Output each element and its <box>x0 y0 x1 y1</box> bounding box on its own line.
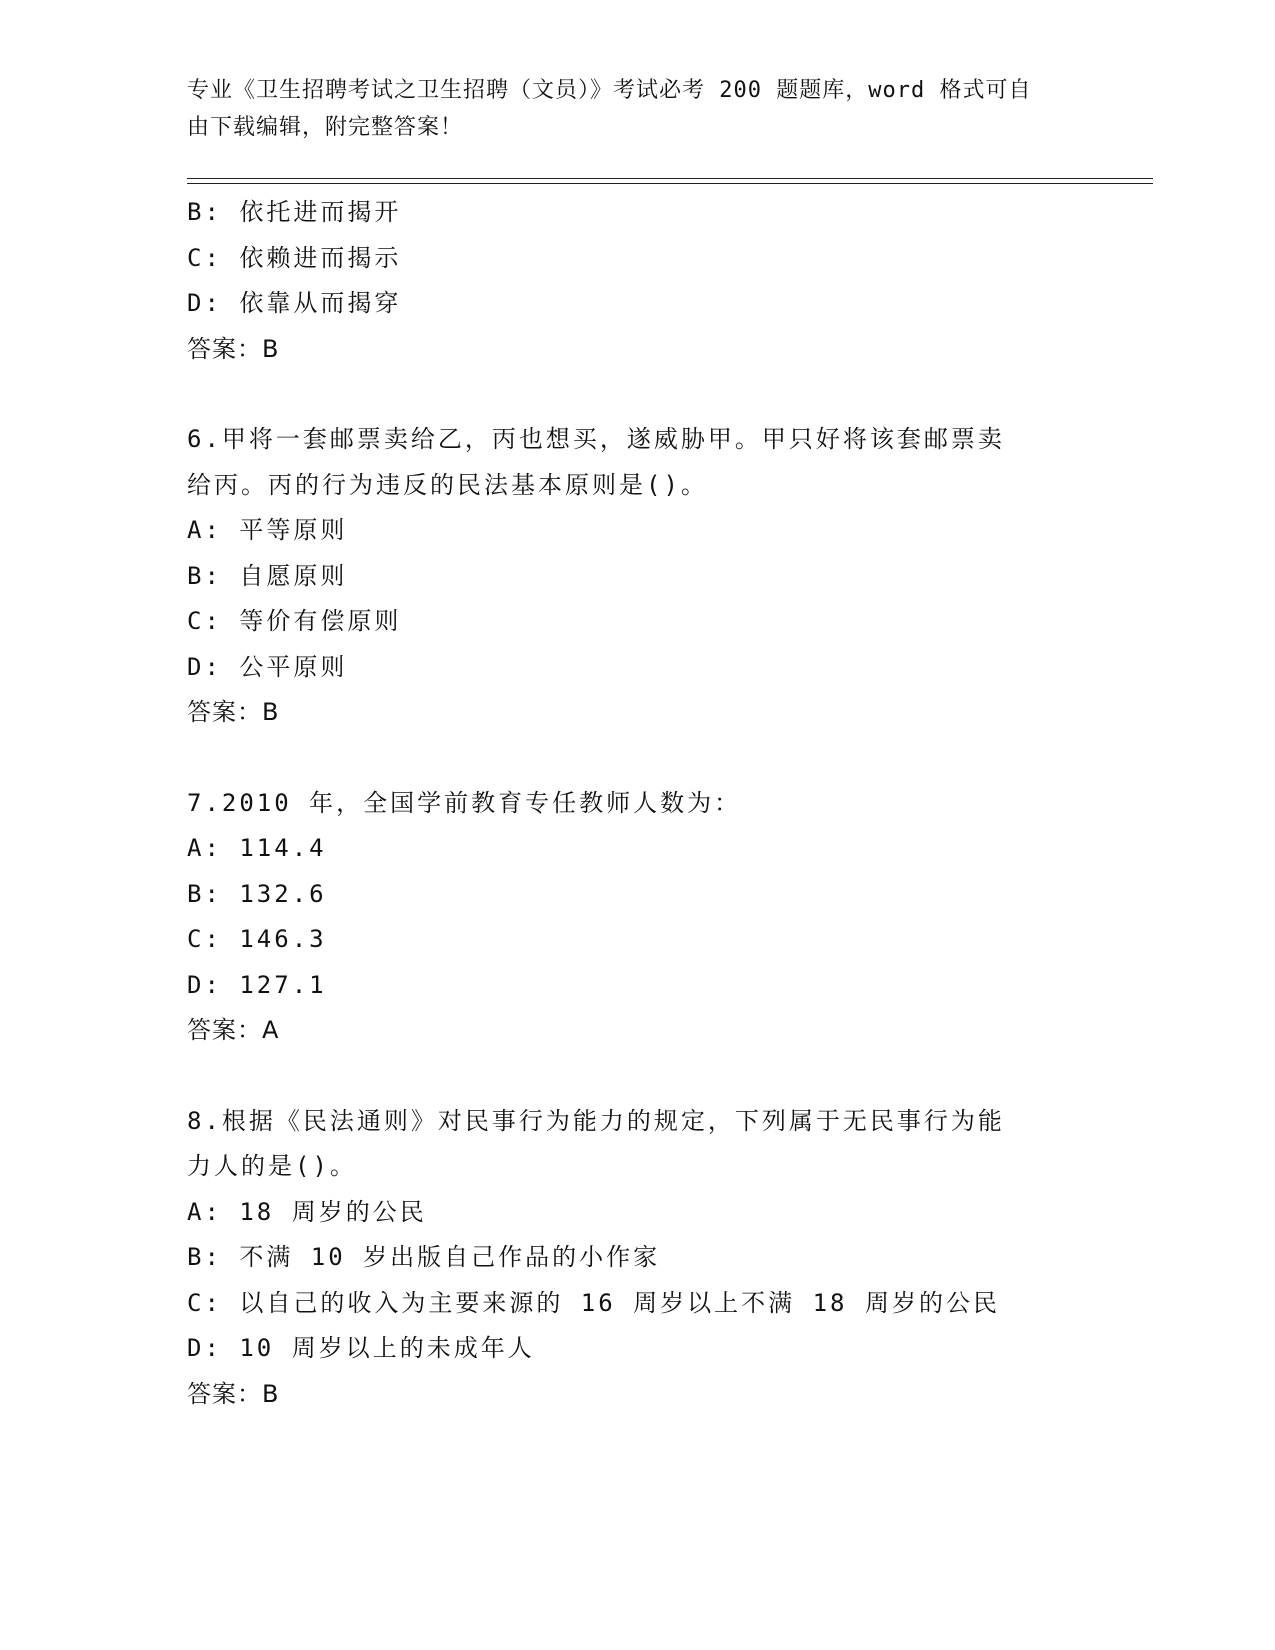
stem-line: 8.根据《民法通则》对民事行为能力的规定，下列属于无民事行为能 <box>187 1106 1005 1135</box>
answer: 答案：A <box>187 1016 280 1044</box>
stem-line: 7.2010 年，全国学前教育专任教师人数为： <box>187 788 742 817</box>
stem-line: 6.甲将一套邮票卖给乙，丙也想买，遂威胁甲。甲只好将该套邮票卖 <box>187 425 1005 453</box>
option-a: A: 114.4 <box>187 834 327 862</box>
answer: 答案：B <box>187 698 280 726</box>
question-5-partial <box>187 190 1067 372</box>
question-7 <box>187 781 1067 1054</box>
option-d: D: 127.1 <box>187 970 327 999</box>
option-a: A: 平等原则 <box>187 516 348 544</box>
option-a: A: 18 周岁的公民 <box>187 1197 427 1226</box>
question-list <box>187 190 1067 1417</box>
option-d: D: 10 周岁以上的未成年人 <box>187 1334 535 1362</box>
option-d: D: 公平原则 <box>187 652 348 681</box>
question-8 <box>187 1099 1067 1418</box>
stem-line: 力人的是()。 <box>187 1152 357 1180</box>
option-c: C: 146.3 <box>187 925 327 953</box>
header-divider-bottom <box>187 183 1153 184</box>
answer: 答案：B <box>187 334 280 363</box>
option-c: C: 以自己的收入为主要来源的 16 周岁以上不满 18 周岁的公民 <box>187 1288 1000 1317</box>
option-b: B: 依托进而揭开 <box>187 198 402 226</box>
option-c: C: 等价有偿原则 <box>187 607 402 635</box>
document-header <box>187 72 1067 146</box>
option-b: B: 132.6 <box>187 879 327 908</box>
question-stem <box>187 1099 1067 1190</box>
header-divider-top <box>187 178 1153 179</box>
header-line-1: 专业《卫生招聘考试之卫生招聘（文员）》考试必考 200 题题库，word 格式可自 <box>187 78 1032 103</box>
question-6 <box>187 417 1067 736</box>
option-b: B: 不满 10 岁出版自己作品的小作家 <box>187 1243 661 1271</box>
answer: 答案：B <box>187 1379 280 1408</box>
question-stem <box>187 781 1067 827</box>
option-b: B: 自愿原则 <box>187 561 348 590</box>
option-c: C: 依赖进而揭示 <box>187 243 402 272</box>
header-line-2: 由下载编辑，附完整答案！ <box>187 115 464 140</box>
stem-line: 给丙。丙的行为违反的民法基本原则是()。 <box>187 470 708 499</box>
option-d: D: 依靠从而揭穿 <box>187 289 402 317</box>
question-stem <box>187 417 1067 508</box>
